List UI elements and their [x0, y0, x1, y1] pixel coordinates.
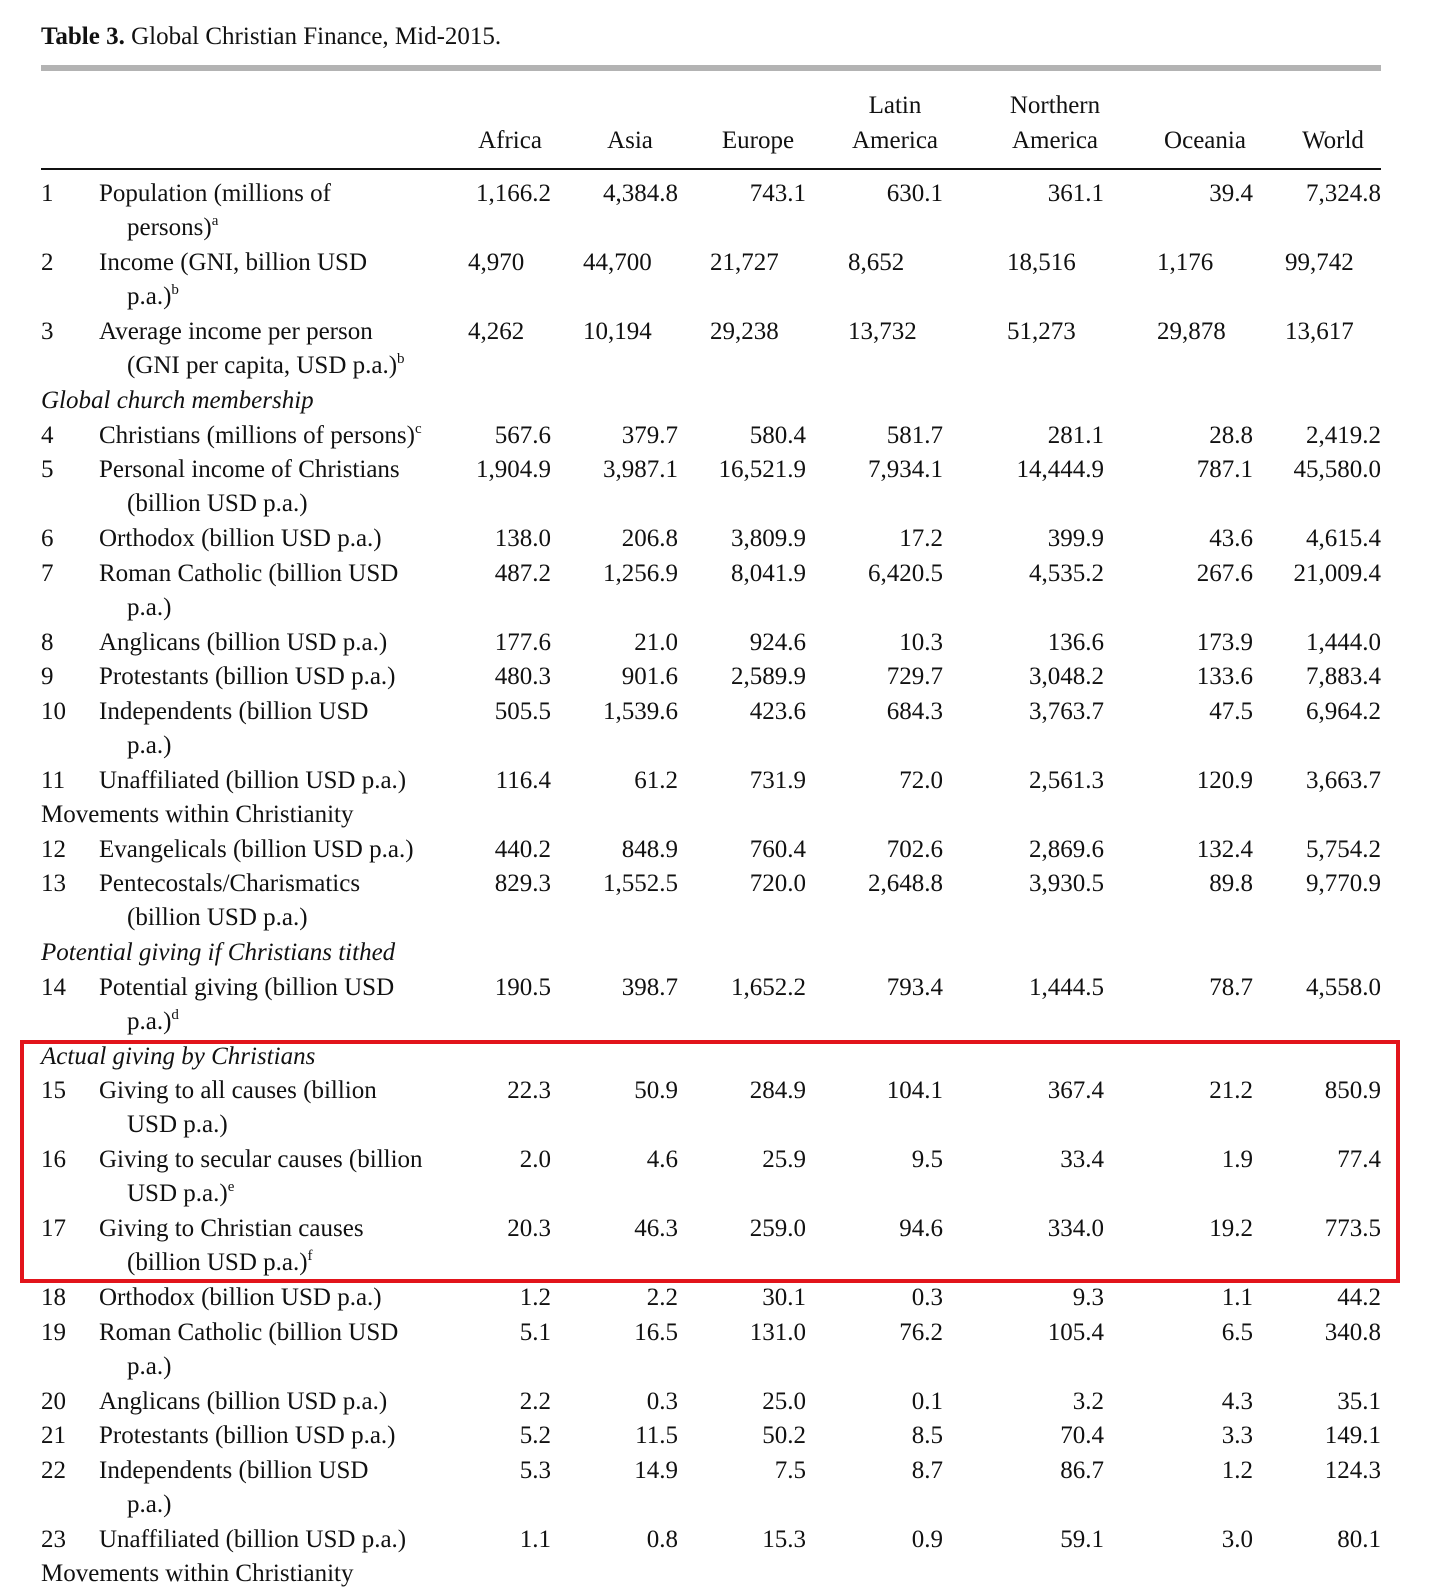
row-number: 12: [41, 835, 66, 863]
value-cell: 120.9: [1196, 766, 1253, 794]
row-number: 3: [41, 318, 54, 345]
row-number: 23: [41, 1525, 66, 1553]
value-cell: 29,878: [1157, 318, 1226, 345]
row-label: [99, 1385, 387, 1419]
row-label-line1: Roman Catholic (billion USD: [99, 1318, 399, 1346]
row-label-line2-text: (billion USD p.a.): [127, 1249, 308, 1276]
row-label-line2: [99, 280, 367, 314]
value-cell: 21.0: [634, 628, 678, 656]
value-cell: 20.3: [507, 1215, 551, 1242]
row-label-line1: Unaffiliated (billion USD p.a.): [99, 766, 407, 794]
table-number: Table 3.: [41, 23, 125, 50]
value-cell: 18,516: [1007, 249, 1076, 276]
row-label-line2-text: p.a.): [127, 593, 172, 621]
value-cell: 190.5: [494, 973, 551, 1001]
column-header-line2: Africa: [478, 127, 542, 154]
value-cell: 173.9: [1196, 628, 1253, 656]
value-cell: 39.4: [1209, 180, 1253, 207]
value-cell: 2,419.2: [1306, 421, 1381, 449]
footnote-marker: b: [171, 282, 179, 298]
value-cell: 116.4: [495, 766, 551, 794]
column-header-line2: Europe: [721, 127, 795, 154]
row-label-line2-text: USD p.a.): [127, 1180, 228, 1207]
value-cell: 70.4: [1060, 1422, 1104, 1449]
value-cell: 138.0: [494, 525, 551, 552]
value-cell: 149.1: [1324, 1422, 1381, 1449]
value-cell: 480.3: [494, 663, 551, 690]
value-cell: 132.4: [1196, 835, 1253, 863]
value-cell: 3.3: [1221, 1422, 1253, 1449]
value-cell: 7,324.8: [1306, 180, 1381, 207]
value-cell: 3,663.7: [1306, 766, 1381, 794]
value-cell: 206.8: [621, 525, 678, 552]
value-cell: 4,535.2: [1029, 559, 1104, 587]
row-label-line2: [99, 1488, 368, 1522]
row-label-line2-text: (GNI per capita, USD p.a.): [127, 352, 398, 379]
value-cell: 2,869.6: [1029, 835, 1104, 863]
row-number: 21: [41, 1422, 66, 1449]
value-cell: 15.3: [762, 1525, 806, 1553]
value-cell: 1,166.2: [476, 180, 551, 207]
value-cell: 4,970: [468, 249, 525, 276]
value-cell: 3.0: [1221, 1525, 1253, 1553]
value-cell: 21,009.4: [1293, 559, 1381, 587]
row-label-line1: Pentecostals/Charismatics: [99, 870, 361, 897]
row-label-line1: Personal income of Christians: [99, 456, 400, 483]
value-cell: 99,742: [1285, 249, 1354, 276]
row-label-line2-text: persons): [127, 214, 212, 241]
row-label-line1: Average income per person: [99, 318, 373, 345]
row-label-line1: Income (GNI, billion USD: [99, 249, 368, 276]
value-cell: 367.4: [1047, 1077, 1104, 1104]
value-cell: 850.9: [1324, 1077, 1381, 1104]
value-cell: 1,176: [1157, 249, 1214, 276]
row-label: [99, 1454, 368, 1522]
value-cell: 80.1: [1337, 1525, 1381, 1553]
row-label-line2: [99, 349, 405, 383]
value-cell: 0.9: [911, 1525, 943, 1553]
highlight-box: [20, 1040, 1400, 1283]
row-number: 4: [41, 421, 54, 449]
value-cell: 50.9: [634, 1077, 678, 1104]
value-cell: 77.4: [1337, 1146, 1381, 1173]
value-cell: 25.9: [762, 1146, 806, 1173]
value-cell: 901.6: [621, 663, 678, 690]
row-label: [99, 660, 396, 694]
value-cell: 0.8: [646, 1525, 678, 1553]
value-cell: 72.0: [899, 766, 943, 794]
value-cell: 6.5: [1221, 1318, 1253, 1346]
value-cell: 6,420.5: [868, 559, 943, 587]
column-header-line2: World: [1302, 127, 1364, 154]
row-label-line2: [99, 591, 398, 625]
value-cell: 9,770.9: [1306, 870, 1381, 897]
value-cell: 124.3: [1324, 1456, 1381, 1484]
column-header-line1: Northern: [1009, 92, 1101, 119]
value-cell: 4,615.4: [1306, 525, 1381, 552]
value-cell: 334.0: [1047, 1215, 1104, 1242]
value-cell: 259.0: [749, 1215, 806, 1242]
row-label-line1: Potential giving (billion USD: [99, 973, 395, 1001]
row-label: [99, 1316, 398, 1384]
value-cell: 25.0: [762, 1387, 806, 1415]
row-label-line2: [99, 901, 360, 935]
row-label: [99, 833, 414, 867]
column-header: [805, 88, 985, 158]
value-cell: 30.1: [762, 1284, 806, 1311]
value-cell: 3,763.7: [1029, 697, 1104, 725]
value-cell: 3.2: [1072, 1387, 1104, 1415]
value-cell: 50.2: [762, 1422, 806, 1449]
value-cell: 8,652: [848, 249, 905, 276]
row-label-line2-text: USD p.a.): [127, 1111, 228, 1138]
column-header-line1: Latin: [868, 92, 922, 119]
row-number: 7: [41, 559, 54, 587]
value-cell: 1.1: [1221, 1284, 1253, 1311]
row-label: [99, 626, 387, 660]
value-cell: 8.7: [911, 1456, 943, 1484]
value-cell: 567.6: [494, 421, 551, 449]
row-number: 13: [41, 870, 66, 897]
value-cell: 133.6: [1196, 663, 1253, 690]
row-number: 15: [41, 1077, 66, 1104]
row-label-line2-text: p.a.): [127, 1490, 172, 1518]
value-cell: 361.1: [1047, 180, 1104, 207]
row-label-line2: [99, 729, 368, 763]
value-cell: 3,048.2: [1029, 663, 1104, 690]
row-label: [99, 453, 400, 521]
value-cell: 2,561.3: [1029, 766, 1104, 794]
value-cell: 1,552.5: [603, 870, 678, 897]
section-heading: Movements within Christianity: [41, 801, 354, 828]
value-cell: 21.2: [1209, 1077, 1253, 1104]
value-cell: 1,652.2: [731, 973, 806, 1001]
value-cell: 4.3: [1221, 1387, 1253, 1415]
value-cell: 11.5: [635, 1422, 678, 1449]
value-cell: 581.7: [886, 421, 943, 449]
value-cell: 104.1: [886, 1077, 943, 1104]
value-cell: 59.1: [1060, 1525, 1104, 1553]
value-cell: 94.6: [899, 1215, 943, 1242]
row-label-line1: Roman Catholic (billion USD: [99, 559, 399, 587]
value-cell: 16.5: [634, 1318, 678, 1346]
value-cell: 9.5: [911, 1146, 943, 1173]
value-cell: 10.3: [899, 628, 943, 656]
value-cell: 423.6: [749, 697, 806, 725]
row-label: [99, 315, 405, 383]
row-number: 10: [41, 697, 66, 725]
value-cell: 1.1: [519, 1525, 551, 1553]
value-cell: 1,904.9: [476, 456, 551, 483]
value-cell: 4,262: [468, 318, 525, 345]
row-label-line2-text: p.a.): [127, 731, 172, 759]
value-cell: 729.7: [886, 663, 943, 690]
column-header-line1: [1243, 88, 1423, 123]
top-rule: [41, 65, 1381, 71]
row-label: [99, 557, 398, 625]
value-cell: 19.2: [1209, 1215, 1253, 1242]
value-cell: 440.2: [494, 835, 551, 863]
value-cell: 3,930.5: [1029, 870, 1104, 897]
value-cell: 0.1: [911, 1387, 943, 1415]
row-label-line1: Independents (billion USD: [99, 697, 369, 725]
section-heading: Potential giving if Christians tithed: [41, 939, 396, 966]
row-label-line1: Protestants (billion USD p.a.): [99, 663, 396, 690]
value-cell: 16,521.9: [718, 456, 806, 483]
section-heading: Global church membership: [41, 387, 314, 414]
row-number: 11: [41, 766, 66, 794]
value-cell: 787.1: [1196, 456, 1253, 483]
row-label-line1: Anglicans (billion USD p.a.): [99, 1387, 388, 1415]
value-cell: 0.3: [646, 1387, 678, 1415]
value-cell: 21,727: [710, 249, 779, 276]
value-cell: 28.8: [1209, 421, 1253, 449]
value-cell: 177.6: [494, 628, 551, 656]
value-cell: 47.5: [1209, 697, 1253, 725]
value-cell: 630.1: [886, 180, 943, 207]
row-label-line2-text: p.a.): [127, 283, 172, 310]
row-number: 19: [41, 1318, 66, 1346]
value-cell: 131.0: [749, 1318, 806, 1346]
value-cell: 8.5: [911, 1422, 943, 1449]
value-cell: 14,444.9: [1016, 456, 1104, 483]
row-label-line2: [99, 1350, 398, 1384]
column-header-line2: America: [1011, 127, 1099, 154]
row-number: 8: [41, 628, 54, 656]
value-cell: 14.9: [634, 1456, 678, 1484]
value-cell: 720.0: [749, 870, 806, 897]
header-rule: [41, 168, 1381, 170]
column-header-line2: America: [851, 127, 939, 154]
row-label: [99, 1281, 382, 1315]
footnote-marker: a: [211, 213, 219, 229]
value-cell: 29,238: [710, 318, 779, 345]
value-cell: 86.7: [1060, 1456, 1104, 1484]
row-number: 17: [41, 1215, 66, 1242]
value-cell: 829.3: [494, 870, 551, 897]
value-cell: 7.5: [774, 1456, 806, 1484]
value-cell: 35.1: [1337, 1387, 1381, 1415]
value-cell: 5.2: [519, 1422, 551, 1449]
value-cell: 5,754.2: [1306, 835, 1381, 863]
value-cell: 4.6: [646, 1146, 678, 1173]
value-cell: 5.1: [519, 1318, 551, 1346]
row-label: [99, 867, 360, 935]
row-number: 14: [41, 973, 66, 1001]
value-cell: 2.0: [519, 1146, 551, 1173]
value-cell: 45,580.0: [1293, 456, 1381, 483]
value-cell: 13,617: [1285, 318, 1354, 345]
row-label: [99, 419, 422, 453]
row-label-line1: Unaffiliated (billion USD p.a.): [99, 1525, 407, 1553]
value-cell: 3,809.9: [731, 525, 806, 552]
footnote-marker: e: [227, 1179, 235, 1195]
footnote-marker: d: [171, 1006, 179, 1023]
value-cell: 848.9: [621, 835, 678, 863]
value-cell: 399.9: [1047, 525, 1104, 552]
value-cell: 281.1: [1047, 421, 1104, 449]
value-cell: 340.8: [1324, 1318, 1381, 1346]
value-cell: 51,273: [1007, 318, 1076, 345]
row-number: 2: [41, 249, 54, 276]
value-cell: 8,041.9: [731, 559, 806, 587]
value-cell: 46.3: [634, 1215, 678, 1242]
row-label: [99, 177, 331, 245]
row-label-line1: Anglicans (billion USD p.a.): [99, 628, 388, 656]
row-label: [99, 1419, 396, 1453]
row-label: [99, 695, 368, 763]
value-cell: 33.4: [1060, 1146, 1104, 1173]
value-cell: 10,194: [583, 318, 652, 345]
value-cell: 43.6: [1209, 525, 1253, 552]
value-cell: 773.5: [1324, 1215, 1381, 1242]
row-number: 22: [41, 1456, 66, 1484]
value-cell: 0.3: [911, 1284, 943, 1311]
row-label-line2-text: p.a.): [127, 1007, 172, 1035]
value-cell: 17.2: [899, 525, 943, 552]
value-cell: 1,444.5: [1029, 973, 1104, 1001]
value-cell: 924.6: [749, 628, 806, 656]
value-cell: 505.5: [494, 697, 551, 725]
value-cell: 4,558.0: [1306, 973, 1381, 1001]
value-cell: 379.7: [621, 421, 678, 449]
row-label-line2-text: (billion USD p.a.): [127, 904, 308, 931]
value-cell: 7,883.4: [1306, 663, 1381, 690]
value-cell: 44,700: [583, 249, 652, 276]
row-label: [99, 1523, 406, 1557]
column-header: [1243, 88, 1423, 158]
row-label-line1: Orthodox (billion USD p.a.): [99, 525, 382, 552]
section-heading: Actual giving by Christians: [41, 1042, 316, 1070]
value-cell: 22.3: [507, 1077, 551, 1104]
value-cell: 2,589.9: [731, 663, 806, 690]
column-header-line2: Oceania: [1164, 127, 1246, 154]
value-cell: 7,934.1: [868, 456, 943, 483]
value-cell: 76.2: [899, 1318, 943, 1346]
value-cell: 702.6: [886, 835, 943, 863]
column-header-line2: Asia: [607, 127, 653, 154]
row-label-line1: Giving to secular causes (billion: [99, 1146, 423, 1173]
value-cell: 136.6: [1047, 628, 1104, 656]
value-cell: 4,384.8: [603, 180, 678, 207]
footnote-marker: c: [414, 420, 422, 437]
row-number: 16: [41, 1146, 66, 1173]
value-cell: 13,732: [848, 318, 917, 345]
row-label: [99, 246, 367, 314]
value-cell: 398.7: [621, 973, 678, 1001]
row-label-line1: Independents (billion USD: [99, 1456, 369, 1484]
row-label-line1: Orthodox (billion USD p.a.): [99, 1284, 382, 1311]
value-cell: 1.2: [519, 1284, 551, 1311]
row-label-line2: [99, 1005, 394, 1039]
row-number: 20: [41, 1387, 66, 1415]
table-title: [41, 20, 501, 54]
value-cell: 78.7: [1209, 973, 1253, 1001]
row-label-line1: Evangelicals (billion USD p.a.): [99, 835, 414, 863]
value-cell: 5.3: [519, 1456, 551, 1484]
value-cell: 580.4: [749, 421, 806, 449]
row-number: 18: [41, 1284, 66, 1311]
value-cell: 2.2: [519, 1387, 551, 1415]
section-heading: Movements within Christianity: [41, 1560, 354, 1587]
row-label: [99, 971, 394, 1039]
value-cell: 1.9: [1221, 1146, 1253, 1173]
value-cell: 760.4: [749, 835, 806, 863]
value-cell: 1,256.9: [603, 559, 678, 587]
footnote-marker: b: [397, 351, 405, 367]
value-cell: 3,987.1: [603, 456, 678, 483]
row-label-line2: [99, 211, 331, 245]
value-cell: 284.9: [749, 1077, 806, 1104]
value-cell: 1,539.6: [603, 697, 678, 725]
value-cell: 61.2: [634, 766, 678, 794]
row-label-line2: [99, 487, 400, 521]
row-label: [99, 764, 406, 798]
value-cell: 2.2: [646, 1284, 678, 1311]
value-cell: 44.2: [1337, 1284, 1381, 1311]
value-cell: 1.2: [1221, 1456, 1253, 1484]
value-cell: 731.9: [749, 766, 806, 794]
value-cell: 684.3: [886, 697, 943, 725]
value-cell: 2,648.8: [868, 870, 943, 897]
row-label-line2-text: (billion USD p.a.): [127, 490, 308, 517]
value-cell: 267.6: [1196, 559, 1253, 587]
row-label-line1: Protestants (billion USD p.a.): [99, 1422, 396, 1449]
row-label-line1: Population (millions of: [99, 180, 331, 207]
value-cell: 1,444.0: [1306, 628, 1381, 656]
row-number: 9: [41, 663, 54, 690]
row-label: [99, 522, 382, 556]
footnote-marker: f: [307, 1248, 313, 1264]
row-label-line1: Giving to all causes (billion: [99, 1077, 377, 1104]
row-label-line1: Christians (millions of persons): [99, 421, 415, 449]
table-caption: Global Christian Finance, Mid-2015.: [124, 23, 502, 50]
value-cell: 89.8: [1209, 870, 1253, 897]
value-cell: 793.4: [886, 973, 943, 1001]
value-cell: 487.2: [494, 559, 551, 587]
row-label-line1: Giving to Christian causes: [99, 1215, 364, 1242]
row-label-line2-text: p.a.): [127, 1352, 172, 1380]
row-number: 5: [41, 456, 54, 483]
value-cell: 105.4: [1047, 1318, 1104, 1346]
row-number: 6: [41, 525, 54, 552]
value-cell: 9.3: [1072, 1284, 1104, 1311]
value-cell: 743.1: [749, 180, 806, 207]
row-number: 1: [41, 180, 54, 207]
value-cell: 6,964.2: [1306, 697, 1381, 725]
